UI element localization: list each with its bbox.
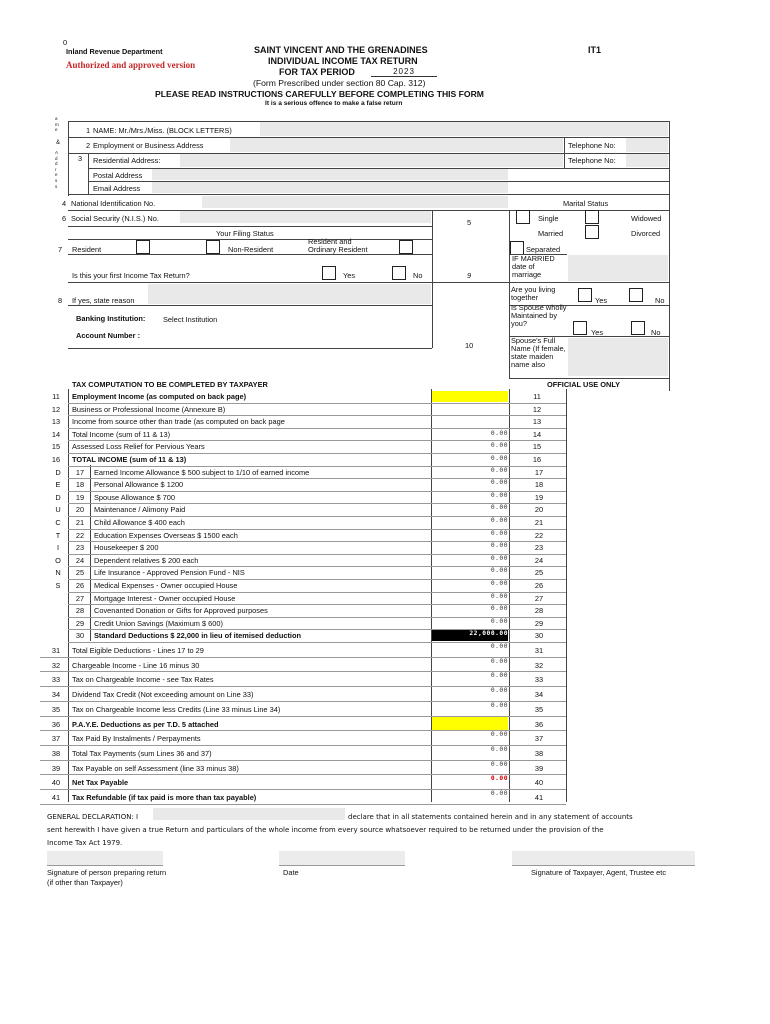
line-9-number: 9 xyxy=(467,271,472,280)
row-label: Dependent relatives $ 200 each xyxy=(94,555,199,565)
declaration-text: declare that in all statements contained herein and in any statement of accounts xyxy=(348,813,633,821)
postal-address-input[interactable] xyxy=(152,169,508,180)
row-label: Medical Expenses - Owner occupied House xyxy=(94,581,238,590)
amount-field[interactable]: 0.00 xyxy=(490,643,508,650)
official-line-number: 13 xyxy=(532,417,542,427)
row-label: Employment Income (as computed on back page) xyxy=(72,392,247,401)
official-line-number: 30 xyxy=(534,631,544,641)
line-1-number: 1 xyxy=(86,126,91,135)
line-number: 38 xyxy=(51,748,61,758)
standard-deduction-amount[interactable]: 22,000.00 xyxy=(432,630,508,641)
amount-field[interactable]: 0.00 xyxy=(490,479,508,487)
employment-income-input[interactable] xyxy=(432,391,508,402)
authorized-version: Authorized and approved version xyxy=(66,60,196,70)
telephone-2-label: Telephone No: xyxy=(568,156,616,165)
line-number: 31 xyxy=(51,646,61,655)
line-number: 18 xyxy=(75,480,85,490)
amount-field[interactable]: 0.00 xyxy=(490,701,508,709)
amount-field[interactable]: 0.00 xyxy=(490,672,508,680)
amount-field[interactable]: 0.00 xyxy=(490,760,508,768)
line-number: 33 xyxy=(51,675,61,685)
deductions-letter: I xyxy=(56,543,60,553)
line-number: 23 xyxy=(75,543,85,553)
amount-field[interactable]: 0.00 xyxy=(490,745,508,753)
declaration-text-line3: Income Tax Act 1979. xyxy=(47,839,123,847)
email-address-label: Email Address xyxy=(93,184,141,193)
row-label: Mortgage Interest - Owner occupied House xyxy=(94,593,236,603)
preparer-signature-note: (if other than Taxpayer) xyxy=(47,878,123,887)
official-line-number: 16 xyxy=(532,455,542,464)
ordinary-resident-checkbox[interactable] xyxy=(399,240,413,254)
telephone-1-label: Telephone No: xyxy=(568,141,616,150)
telephone-1-input[interactable] xyxy=(626,138,668,152)
deductions-letter: D xyxy=(55,492,61,502)
official-line-number: 19 xyxy=(534,492,544,502)
amount-field[interactable]: 0.00 xyxy=(490,442,508,450)
preparer-signature-input[interactable] xyxy=(47,851,163,866)
national-id-input[interactable] xyxy=(202,196,508,208)
row-label: Covenanted Donation or Gifts for Approved purposes xyxy=(94,606,268,616)
official-line-number: 28 xyxy=(534,606,544,616)
row-label: Tax Payable on self Assessment (line 33 minus 38) xyxy=(72,763,239,773)
email-address-input[interactable] xyxy=(152,182,508,193)
reason-label: If yes, state reason xyxy=(72,296,135,305)
resident-checkbox[interactable] xyxy=(136,240,150,254)
reason-input[interactable] xyxy=(148,284,431,304)
top-number: 0 xyxy=(63,38,68,47)
official-line-number: 39 xyxy=(534,763,544,773)
marital-status-label: Marital Status xyxy=(563,199,609,208)
line-number: 37 xyxy=(51,734,61,744)
row-label: Chargeable Income - Line 16 minus 30 xyxy=(72,660,200,670)
married-label: Married xyxy=(538,229,564,238)
row-label: Tax Refundable (if tax paid is more than tax payable) xyxy=(72,793,257,802)
read-instructions: PLEASE READ INSTRUCTIONS CAREFULLY BEFORE COMPLETING THIS FORM xyxy=(155,89,484,99)
row-label: TOTAL INCOME (sum of 11 & 13) xyxy=(72,455,187,464)
prescribed-note: (Form Prescribed under section 80 Cap. 312) xyxy=(253,78,426,88)
single-label: Single xyxy=(538,214,559,223)
line-number: 29 xyxy=(75,618,85,628)
if-married-label: IF MARRIED date of marriage xyxy=(512,254,555,279)
line-number: 15 xyxy=(51,442,61,452)
date-label: Date xyxy=(283,868,299,877)
deductions-letter: C xyxy=(55,518,61,527)
line-6-number: 6 xyxy=(62,214,67,223)
deductions-letter: T xyxy=(55,530,61,540)
line-7-number: 7 xyxy=(58,245,63,254)
false-return-warning: It is a serious offence to make a false return xyxy=(265,100,403,107)
separated-checkbox[interactable] xyxy=(510,241,524,255)
row-label: Total Tax Payments (sum Lines 36 and 37) xyxy=(72,748,212,758)
name-side-label: a m e xyxy=(55,116,59,132)
spouse-maintained-label: Is Spouse wholly Maintained by you? xyxy=(511,303,567,328)
official-line-number: 21 xyxy=(534,518,544,527)
line-number: 17 xyxy=(75,467,85,477)
first-return-no-checkbox[interactable] xyxy=(392,266,406,280)
taxpayer-signature-label: Signature of Taxpayer, Agent, Trustee etc xyxy=(531,868,667,877)
name-label: NAME: Mr./Mrs./Miss. (BLOCK LETTERS) xyxy=(93,126,232,135)
official-line-number: 24 xyxy=(534,555,544,565)
form-title: INDIVIDUAL INCOME TAX RETURN xyxy=(268,56,418,66)
amount-field[interactable]: 0.00 xyxy=(490,554,508,562)
filing-status-label: Your Filing Status xyxy=(216,229,274,238)
row-label: Total Income (sum of 11 & 13) xyxy=(72,429,171,439)
first-return-yes-label: Yes xyxy=(343,271,356,280)
first-return-question: Is this your first Income Tax Return? xyxy=(72,271,190,280)
official-line-number: 27 xyxy=(534,593,544,603)
spouse-maintained-no-checkbox[interactable] xyxy=(631,321,645,335)
line-number: 32 xyxy=(51,660,61,670)
official-line-number: 26 xyxy=(534,581,544,590)
official-line-number: 15 xyxy=(532,442,542,452)
living-together-label: Are you living together xyxy=(511,285,556,302)
line-10-number: 10 xyxy=(465,341,474,350)
official-line-number: 36 xyxy=(534,719,544,729)
living-together-yes-checkbox[interactable] xyxy=(578,288,592,302)
amount-field[interactable]: 0.00 xyxy=(490,580,508,587)
official-line-number: 11 xyxy=(533,392,541,401)
spouse-maintained-yes-label: Yes xyxy=(591,328,604,337)
banking-select[interactable]: Select Institution xyxy=(163,315,218,324)
employment-address-label: Employment or Business Address xyxy=(93,141,204,150)
net-tax-payable-amount[interactable]: 0.00 xyxy=(490,775,508,783)
spouse-name-label: Spouse's Full Name (If female, state maiden name also xyxy=(511,336,566,369)
official-line-number: 41 xyxy=(534,793,544,802)
line-number: 34 xyxy=(51,690,61,700)
date-input[interactable] xyxy=(279,851,405,866)
amount-field[interactable]: 0.00 xyxy=(490,542,508,550)
row-label: Assessed Loss Relief for Pervious Years xyxy=(72,442,205,452)
official-line-number: 32 xyxy=(534,660,544,670)
amount-field[interactable]: 0.00 xyxy=(490,504,508,512)
official-line-number: 35 xyxy=(534,704,544,714)
employment-address-input[interactable] xyxy=(230,138,563,152)
row-label: Net Tax Payable xyxy=(72,778,129,788)
non-resident-checkbox[interactable] xyxy=(206,240,220,254)
amount-field[interactable]: 0.00 xyxy=(490,491,508,499)
spouse-maintained-yes-checkbox[interactable] xyxy=(573,321,587,335)
line-number: 30 xyxy=(75,631,85,641)
official-line-number: 34 xyxy=(534,690,544,700)
row-label: Child Allowance $ 400 each xyxy=(94,518,185,527)
line-number: 25 xyxy=(75,568,85,578)
amount-field[interactable]: 0.00 xyxy=(490,567,508,575)
single-checkbox[interactable] xyxy=(516,210,530,224)
social-security-input[interactable] xyxy=(180,211,431,223)
row-label: Total Eigible Deductions - Lines 17 to 29 xyxy=(72,646,204,655)
national-id-label: National Identification No. xyxy=(71,199,156,208)
declaration-start: GENERAL DECLARATION: I xyxy=(47,813,139,821)
ordinary-resident-label: Resident and Ordinary Resident xyxy=(308,237,368,254)
declaration-text-line2: sent herewith I have given a true Return and particulars of the whole income from every source whatsoever required to be returned under the provision of the xyxy=(47,826,604,834)
line-number: 36 xyxy=(51,719,61,729)
line-number: 27 xyxy=(75,593,85,603)
line-number: 26 xyxy=(75,581,85,590)
declarant-name-input[interactable] xyxy=(153,808,345,820)
first-return-no-label: No xyxy=(413,271,423,280)
line-4-number: 4 xyxy=(62,199,67,208)
line-number: 41 xyxy=(51,793,61,802)
account-number-label: Account Number : xyxy=(76,331,141,340)
official-line-number: 18 xyxy=(534,480,544,490)
row-label: Tax on Chargeable Income - see Tax Rates xyxy=(72,675,214,685)
line-8-number: 8 xyxy=(58,296,63,305)
widowed-label: Widowed xyxy=(631,214,662,223)
official-line-number: 38 xyxy=(534,748,544,758)
spouse-maintained-no-label: No xyxy=(651,328,661,337)
amount-field[interactable]: 0.00 xyxy=(490,617,508,625)
row-label: Tax Paid By Instalments / Perpayments xyxy=(72,734,201,744)
deductions-letter: N xyxy=(55,568,61,578)
official-line-number: 37 xyxy=(534,734,544,744)
deductions-letter: E xyxy=(55,480,61,490)
row-label: P.A.Y.E. Deductions as per T.D. 5 attached xyxy=(72,719,219,729)
row-label: Dividend Tax Credit (Not exceeding amount on Line 33) xyxy=(72,690,254,700)
official-line-number: 40 xyxy=(534,778,544,788)
residential-address-input[interactable] xyxy=(180,154,563,167)
country-title: SAINT VINCENT AND THE GRENADINES xyxy=(254,45,428,55)
divorced-label: Divorced xyxy=(631,229,661,238)
official-line-number: 23 xyxy=(534,543,544,553)
amount-field[interactable]: 0.00 xyxy=(490,731,508,739)
official-line-number: 33 xyxy=(534,675,544,685)
amount-field[interactable]: 0.00 xyxy=(490,592,508,600)
line-number: 16 xyxy=(51,455,61,464)
official-line-number: 22 xyxy=(534,530,544,540)
non-resident-label: Non-Resident xyxy=(228,245,274,254)
line-2-number: 2 xyxy=(86,141,91,150)
official-line-number: 31 xyxy=(534,646,544,655)
official-use-heading: OFFICIAL USE ONLY xyxy=(547,380,621,389)
row-label: Tax on Chargeable Income less Credits (Line 33 minus Line 34) xyxy=(72,704,281,714)
line-number: 22 xyxy=(75,530,85,540)
residential-address-label: Residential Address: xyxy=(93,156,161,165)
row-label: Standard Deductions $ 22,000 in lieu of itemised deduction xyxy=(94,631,301,641)
line-number: 28 xyxy=(75,606,85,616)
line-3-number: 3 xyxy=(78,154,83,163)
amount-field[interactable]: 0.00 xyxy=(490,605,508,613)
amount-field[interactable]: 0.00 xyxy=(490,517,508,524)
official-line-number: 12 xyxy=(532,404,542,414)
official-line-number: 20 xyxy=(534,505,544,515)
row-label: Maintenance / Alimony Paid xyxy=(94,505,186,515)
line-number: 14 xyxy=(51,429,61,439)
deductions-letter: D xyxy=(55,467,61,477)
living-together-yes-label: Yes xyxy=(595,296,608,305)
form-code: IT1 xyxy=(588,45,602,55)
tax-period-label: FOR TAX PERIOD xyxy=(279,67,355,77)
deductions-letter: O xyxy=(55,555,61,565)
spouse-name-input[interactable] xyxy=(568,338,668,376)
line-number: 24 xyxy=(75,555,85,565)
amount-field[interactable]: 0.00 xyxy=(490,687,508,695)
marriage-date-input[interactable] xyxy=(568,255,668,281)
official-line-number: 29 xyxy=(534,618,544,628)
ampersand-side-label: & xyxy=(56,140,61,146)
preparer-signature-label: Signature of person preparing return xyxy=(47,868,167,877)
line-number: 12 xyxy=(51,404,61,414)
row-label: Business or Professional Income (Annexure B) xyxy=(72,404,226,414)
amount-field[interactable]: 0.00 xyxy=(490,657,508,665)
official-line-number: 17 xyxy=(534,467,544,477)
social-security-label: Social Security (N.I.S.) No. xyxy=(71,214,159,223)
row-label: Personal Allowance $ 1200 xyxy=(94,480,184,490)
line-number: 19 xyxy=(75,492,85,502)
name-input[interactable] xyxy=(260,122,668,136)
row-label: Credit Union Savings (Maximum $ 600) xyxy=(94,618,223,628)
amount-field[interactable]: 0.00 xyxy=(490,466,508,474)
line-number: 39 xyxy=(51,763,61,773)
row-label: Education Expenses Overseas $ 1500 each xyxy=(94,530,238,540)
tax-period-value[interactable]: 2023 xyxy=(371,67,437,77)
living-together-no-label: No xyxy=(655,296,665,305)
official-line-number: 14 xyxy=(532,429,542,439)
telephone-2-input[interactable] xyxy=(626,154,668,167)
line-number: 35 xyxy=(51,704,61,714)
amount-field[interactable]: 0.00 xyxy=(490,529,508,537)
row-label: Earned Income Allowance $ 500 subject to 1/10 of earned income xyxy=(94,467,310,477)
banking-label: Banking Institution: xyxy=(76,314,146,323)
line-number: 11 xyxy=(52,392,60,401)
line-number: 21 xyxy=(75,518,85,527)
line-number: 20 xyxy=(75,505,85,515)
amount-field[interactable]: 0.00 xyxy=(490,429,508,437)
line-5-number: 5 xyxy=(467,218,472,227)
resident-label: Resident xyxy=(72,245,102,254)
paye-input[interactable] xyxy=(432,717,508,730)
line-number: 13 xyxy=(51,417,61,427)
official-line-number: 25 xyxy=(534,568,544,578)
first-return-yes-checkbox[interactable] xyxy=(322,266,336,280)
department-name: Inland Revenue Department xyxy=(66,47,163,56)
separated-label: Separated xyxy=(526,245,561,254)
amount-field[interactable]: 0.00 xyxy=(490,790,508,797)
divorced-checkbox[interactable] xyxy=(585,225,599,239)
line-number: 40 xyxy=(51,778,61,788)
deductions-letter: S xyxy=(55,581,61,590)
postal-address-label: Postal Address xyxy=(93,171,143,180)
row-label: Housekeeper $ 200 xyxy=(94,543,159,553)
row-label: Income from source other than trade (as computed on back page xyxy=(72,417,285,427)
living-together-no-checkbox[interactable] xyxy=(629,288,643,302)
widowed-checkbox[interactable] xyxy=(585,210,599,224)
address-side-label: A d d r e s s xyxy=(55,150,59,189)
taxpayer-signature-input[interactable] xyxy=(512,851,695,866)
row-label: Life Insurance - Approved Pension Fund - NIS xyxy=(94,568,245,578)
deductions-letter: U xyxy=(55,505,61,515)
amount-field[interactable]: 0.00 xyxy=(490,455,508,462)
row-label: Spouse Allowance $ 700 xyxy=(94,492,175,502)
computation-heading: TAX COMPUTATION TO BE COMPLETED BY TAXPAYER xyxy=(72,380,268,389)
